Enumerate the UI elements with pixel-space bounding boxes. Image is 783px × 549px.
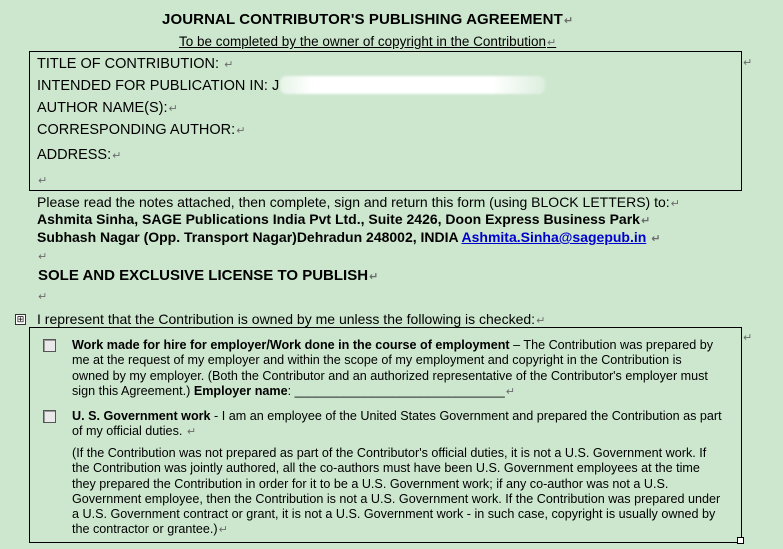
return-address-line1: Ashmita Sinha, SAGE Publications India Pvt Ltd., Suite 2426, Doon Express Business Park↵ — [37, 211, 651, 227]
field-address[interactable]: ADDRESS:↵ — [37, 147, 122, 163]
empty-paragraph-mark: ↵ — [38, 175, 48, 187]
empty-paragraph-mark: ↵ — [38, 251, 48, 263]
ownership-statement: I represent that the Contribution is owned by me unless the following is checked:↵ — [37, 311, 546, 327]
field-intended-for-publication[interactable]: INTENDED FOR PUBLICATION IN: J — [37, 78, 280, 94]
us-government-checkbox[interactable] — [43, 410, 56, 423]
us-government-title: U. S. Government work — [72, 409, 211, 423]
row-end-mark: ↵ — [743, 332, 753, 344]
field-author-names[interactable]: AUTHOR NAME(S):↵ — [37, 100, 178, 116]
document-subtitle: To be completed by the owner of copyright in the Contribution↵ — [179, 34, 557, 49]
field-corresponding-author[interactable]: CORRESPONDING AUTHOR:↵ — [37, 122, 246, 138]
license-heading: SOLE AND EXCLUSIVE LICENSE TO PUBLISH↵ — [38, 267, 379, 284]
contact-email-link[interactable]: Ashmita.Sinha@sagepub.in — [461, 229, 647, 245]
us-government-text: U. S. Government work - I am an employee of the United States Government and prepared the Contribution as part of my official duties. ↵ — [72, 409, 722, 439]
table-move-handle-icon[interactable]: ⊞ — [16, 314, 25, 324]
us-government-note: (If the Contribution was not prepared as part of the Contributor's official duties, it is not a U.S. Government work. If the Contribution was jointly authored, all the co-authors must have been U.S. Government employees at the time they prepared the Contribution in order for it to be a U.S. Government work; if any co-author was not a U.S. Government employee, then the Contribution is not a U.S. Government work. If the Contribution was prepared under a U.S. Government contract or grant, it is not a U.S. Government work - in such case, copyright is usually owned by the contractor or grantee.)↵ — [72, 446, 721, 537]
table-resize-handle[interactable] — [737, 537, 744, 544]
field-title-of-contribution[interactable]: TITLE OF CONTRIBUTION: ↵ — [37, 56, 234, 72]
redacted-journal-name — [280, 76, 545, 94]
instructions-text: Please read the notes attached, then complete, sign and return this form (using BLOCK LETTERS) to:↵ — [37, 194, 680, 210]
work-for-hire-checkbox[interactable] — [43, 339, 56, 352]
return-address-line2: Subhash Nagar (Opp. Transport Nagar)Dehradun 248002, INDIA Ashmita.Sinha@sagepub.in ↵ — [37, 229, 661, 245]
document-title: JOURNAL CONTRIBUTOR'S PUBLISHING AGREEMENT↵ — [162, 11, 574, 28]
work-for-hire-title: Work made for hire for employer/Work done in the course of employment — [72, 338, 510, 352]
empty-paragraph-mark: ↵ — [38, 291, 48, 303]
contribution-details-table — [29, 51, 742, 191]
work-for-hire-text: Work made for hire for employer/Work done in the course of employment – The Contribution was prepared by me at the request of my employer and within the scope of my employment and copyright in the Contribution is owned by my employer. (Both the Contributor and an authorized representative of the Contributor's employer must sign this Agreement.) Employer name: ______________________________↵ — [72, 338, 714, 398]
row-end-mark: ↵ — [743, 57, 753, 69]
